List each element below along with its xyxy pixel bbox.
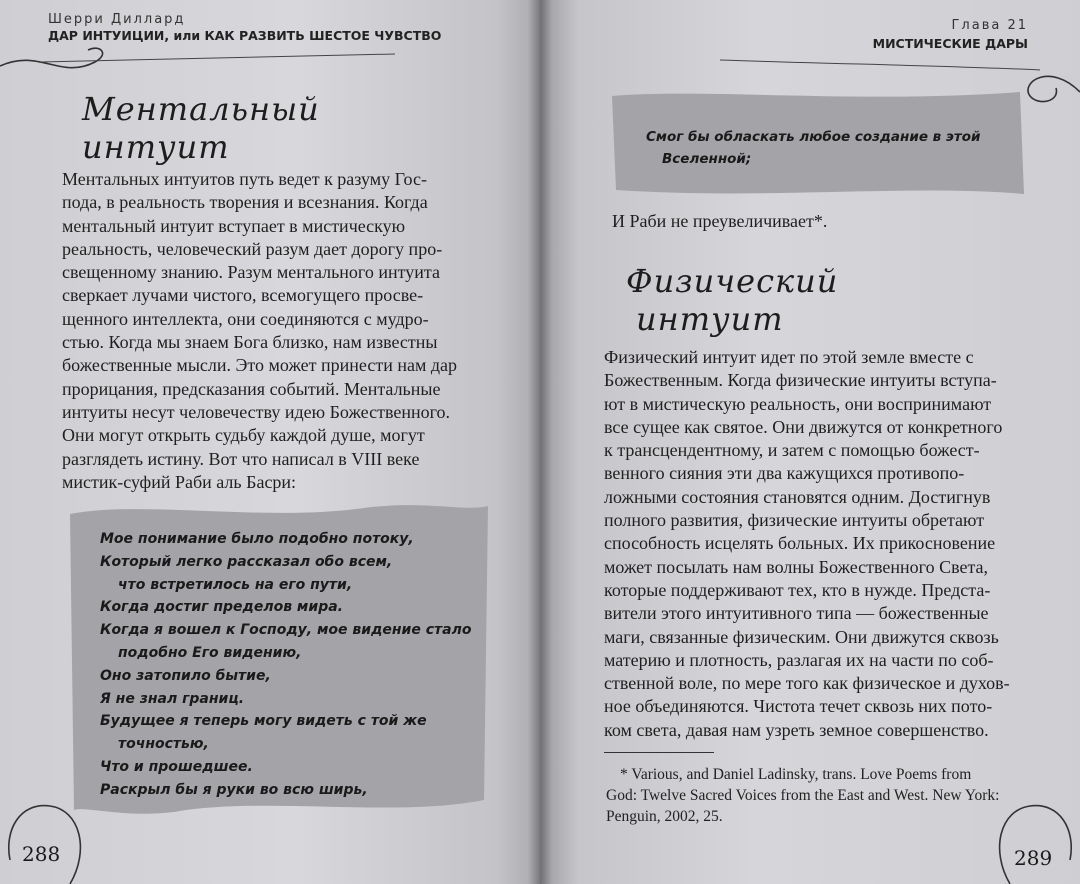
text-line: ное объединяются. Чистота течет сквозь них пото- [604,696,993,717]
text-line: свещенному знанию. Разум ментального интуита [62,262,440,283]
quote-continuation [646,126,981,170]
quote-line: Вселенной; [662,151,752,167]
quote-line: Смог бы обласкать любое создание в этой [646,129,981,145]
text-line: реальность, человеческий разум дает дорогу про- [62,238,443,259]
after-quote-text: И Раби не преувеличивает*. [612,211,828,231]
page-number-right: 289 [1014,846,1053,870]
text-line: ственной воле, по мере того как физическое и духов- [604,673,1010,694]
text-line: все сущее как святое. Они движутся от конкретного [604,416,1003,437]
poem-line: Что и прошедшее. [100,758,253,775]
text-line: венного сияния эти два кажущихся противопо- [604,463,965,484]
footnote-rule [604,752,714,753]
running-head-chapter-title: МИСТИЧЕСКИЕ ДАРЫ [872,36,1028,51]
text-line: полного развития, физические интуиты обретают [604,510,985,531]
footnote-line: * Various, and Daniel Ladinsky, trans. Love Poems from [620,766,972,783]
text-line: ют в мистическую реальность, они воспринимают [604,393,992,414]
heading-line: Ментальный [82,90,320,128]
text-line: прорицания, предсказания событий. Ментальные [62,378,441,399]
heading-line: Физический [626,262,839,300]
poem-line: Мое понимание было подобно потоку, [100,531,414,547]
paragraph-mental-intuit [62,168,494,494]
text-line: стью. Когда мы знаем Бога близко, нам известны [62,332,438,353]
footnote-line: Penguin, 2002, 25. [606,808,723,825]
text-line: вители этого интуитивного типа — божественные [604,603,989,624]
heading-line: интуит [82,128,230,166]
poem-line: Когда достиг пределов мира. [100,599,343,616]
footnote-line: God: Twelve Sacred Voices from the East and West. New York: [606,787,1000,804]
text-line: щенного интеллекта, они соединяются с мудро- [62,308,429,329]
text-line: интуиты несут человечеству идею Божественного. [62,401,451,422]
poem-line: Когда я вошел к Господу, мое видение стало [100,622,472,639]
poem-line: Раскрыл бы я руки во всю ширь, [100,781,368,798]
footer-swirl-ornament [0,790,120,884]
section-heading-physical [626,262,838,338]
text-line: способность исцелять больных. Их прикосновение [604,533,996,554]
text-line: сверкает лучами чистого, всемогущего просве- [62,285,424,306]
text-line: ком света, давая нам узреть земное совершенство. [604,719,989,740]
text-line: разглядеть истину. Вот что написал в VIII веке [62,448,420,469]
text-line: Ментальных интуитов путь ведет к разуму Гос- [62,169,427,189]
heading-line: интуит [636,300,784,338]
poem-line: что встретилось на его пути, [118,576,353,593]
poem-line: Будущее я теперь могу видеть с той же [100,713,427,730]
running-head-book-title: ДАР ИНТУИЦИИ, или КАК РАЗВИТЬ ШЕСТОЕ ЧУВСТВО [48,28,442,43]
text-line: ложными состояния становятся одним. Достигнув [604,486,991,507]
text-line: пода, в реальность творения и всезнания. Когда [62,192,428,213]
right-page [540,0,1080,884]
poem-line: подобно Его видению, [118,644,302,661]
paragraph-physical-intuit [604,346,1034,742]
running-head-author: Шерри Диллард [48,12,186,27]
poem-line: Оно затопило бытие, [100,667,271,684]
text-line: мистик-суфий Раби аль Басри: [62,471,297,492]
poem-line: Который легко рассказал обо всем, [100,553,393,570]
poem-quote [100,528,471,802]
running-head-chapter: Глава 21 [951,18,1028,33]
text-line: Физический интуит идет по этой земле вместе с [604,347,974,367]
text-line: может посылать нам волны Божественного Света, [604,556,989,577]
text-line: маги, связанные физическим. Они движутся сквозь [604,626,999,647]
text-line: Божественным. Когда физические интуиты вступа- [604,370,997,391]
text-line: материю и плотность, разлагая их на части по соб- [604,649,994,670]
text-line: ментальный интуит вступает в мистическую [62,215,406,236]
section-heading-mental [82,90,320,166]
poem-line: Я не знал границ. [100,690,245,707]
text-line: которые поддерживают тех, кто в нужде. Предста- [604,579,991,600]
text-line: божественные мысли. Это может принести нам дар [62,355,458,376]
footnote [606,764,1000,827]
page-number-left: 288 [22,842,61,866]
text-line: к трансцендентному, и затем с помощью божест- [604,440,980,461]
text-line: Они могут открыть судьбу каждой душе, могут [62,425,425,446]
poem-line: точностью, [118,736,209,753]
book-gutter-shadow [528,0,552,884]
header-swirl-ornament [0,40,400,80]
